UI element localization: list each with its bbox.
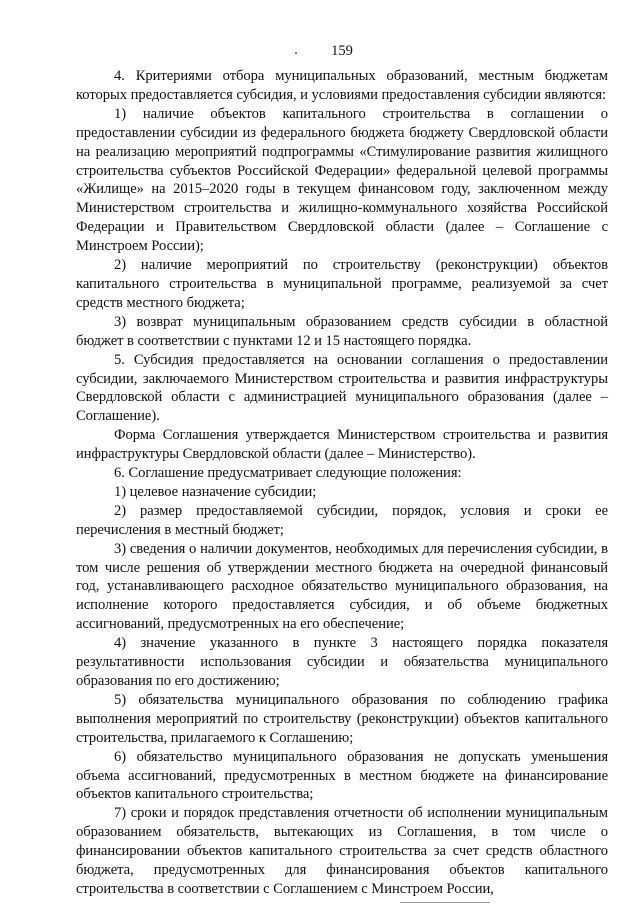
paragraph-provision-item-3: 3) сведения о наличии документов, необходимых для перечисления субсидии, в том числе решения об утверждении местного бюджета на очередной финансовый год, устанавливающего расходное обязательство муниципального образования, на исполнение которого предоставляется субсидия, и об объеме бюджетных ассигнований, предусмотренных на его обеспечение; — [76, 540, 608, 633]
paragraph-provision-item-2: 2) размер предоставляемой субсидии, порядок, условия и сроки ее перечисления в местный бюджет; — [76, 502, 608, 538]
paragraph-criteria-item-3: 3) возврат муниципальным образованием средств субсидии в областной бюджет в соответствии с пунктами 12 и 15 настоящего порядка. — [76, 313, 608, 349]
document-body — [76, 67, 608, 899]
paragraph-provision-item-1: 1) целевое назначение субсидии; — [114, 483, 317, 500]
paragraph-agreement-provisions: 6. Соглашение предусматривает следующие положения: — [114, 465, 462, 482]
scan-edge-line — [400, 902, 490, 903]
paragraph-provision-item-5: 5) обязательства муниципального образования по соблюдению графика выполнения мероприятий по строительству (реконструкции) объектов капитального строительства, прилагаемого к Соглашению; — [76, 691, 608, 746]
paragraph-criteria-item-1: 1) наличие объектов капитального строительства в соглашении о предоставлении субсидии из федерального бюджета бюджету Свердловской области на реализацию мероприятий подпрограммы «Стимулирование развития жилищного строительства субъектов Российской Федерации» федеральной целевой программы «Жилище» на 2015–2020 годы в текущем финансовом году, заключенном между Министерством строительства и жилищно-коммунального хозяйства Российской Федерации и Правительством Свердловской области (далее – Соглашение с Минстроем России); — [76, 105, 608, 255]
paragraph-agreement-form: Форма Соглашения утверждается Министерством строительства и развития инфраструктуры Свердловской области (далее – Министерство). — [76, 427, 608, 463]
paragraph-subsidy-basis: 5. Субсидия предоставляется на основании соглашения о предоставлении субсидии, заключаемого Министерством строительства и развития инфраструктуры Свердловской области с администрацией муниципального образования (далее – Соглашение). — [76, 351, 608, 425]
document-page — [76, 0, 608, 905]
paragraph-provision-item-6: 6) обязательство муниципального образования не допускать уменьшения объема ассигнований, предусмотренных в местном бюджете на финансирование объектов капитального строительства; — [76, 748, 608, 803]
paragraph-provision-item-4: 4) значение указанного в пункте 3 настоящего порядка показателя результативности использования субсидии и обязательства муниципального образования по его достижению; — [76, 635, 608, 689]
paragraph-provision-item-7: 7) сроки и порядок представления отчетности об исполнении муниципальным образованием обязательств, вытекающих из Соглашения, в том числе о финансировании объектов капитального строительства за счет средств областного бюджета, предусмотренных для финансирования объектов капитального строительства в соответствии с Соглашением с Минстроем России, — [76, 805, 608, 897]
paragraph-criteria-item-2: 2) наличие мероприятий по строительству (реконструкции) объектов капитального строительства в муниципальной программе, реализуемой за счет средств местного бюджета; — [76, 257, 608, 311]
page-number: 159 — [331, 43, 353, 59]
paragraph-criteria: 4. Критериями отбора муниципальных образований, местным бюджетам которых предоставляется субсидия, и условиями предоставления субсидии являются: — [76, 68, 608, 103]
